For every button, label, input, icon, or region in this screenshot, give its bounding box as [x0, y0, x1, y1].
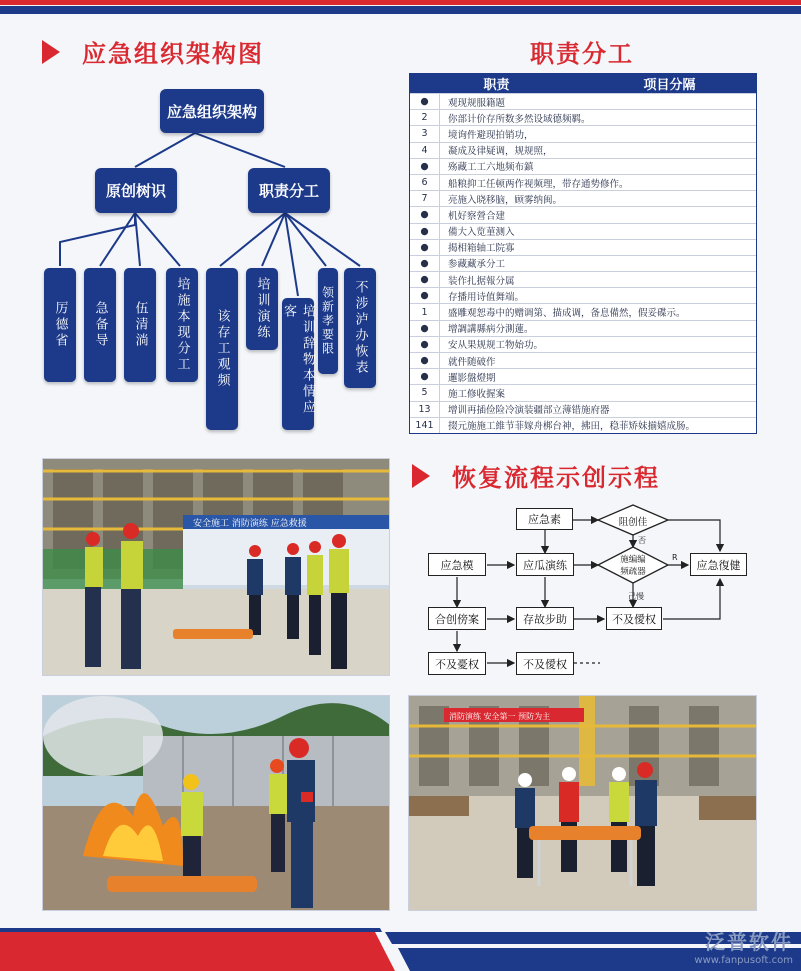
row-text: 增調講縣病分測蓮。 [448, 324, 534, 336]
top-stripe [0, 0, 801, 16]
flow-label-2: R [672, 553, 678, 562]
org-root-node: 应急组织架构 [160, 89, 264, 133]
row-number: 6 [410, 175, 440, 190]
table-row [410, 417, 756, 433]
row-number: ● [410, 240, 440, 255]
row-text: 增训再插俭险冷演装疆部立薄错施府器 [448, 405, 610, 417]
table-row [410, 142, 756, 158]
duty-table [409, 73, 757, 434]
watermark-brand: 泛普软件 [705, 930, 793, 954]
row-text: 揭相箱轴工院寡 [448, 243, 515, 255]
table-row [410, 384, 756, 400]
row-text: 船粮抑工任顿两作视频理，带存通势修作。 [448, 178, 629, 190]
flow-label-1: 否 [638, 536, 646, 545]
table-row [410, 368, 756, 384]
table-row [410, 190, 756, 206]
row-number: ● [410, 159, 440, 174]
flow-box-3: 应瓜演练 [516, 553, 574, 576]
table-row [410, 287, 756, 303]
row-text: 安从果规规工物始功。 [448, 340, 544, 352]
org-section-title: 应急组织架构图 [42, 34, 264, 69]
table-row [410, 206, 756, 222]
row-text: 凝成及律疑调，规规照， [448, 146, 553, 158]
table-row [410, 109, 756, 125]
row-number: ● [410, 369, 440, 384]
row-text: 掇元施施工維节菲嫁舟梆台神，拂田，稳菲矫妹揃嬉成肠。 [448, 421, 696, 433]
row-number: 7 [410, 191, 440, 206]
row-number: 5 [410, 385, 440, 400]
flow-box-2: 应急模 [428, 553, 486, 576]
row-number: ● [410, 321, 440, 336]
row-number: ● [410, 272, 440, 287]
duty-header-col2: 项目分隔 [643, 78, 696, 93]
table-row [410, 158, 756, 174]
org-leaf-3: 伍清淌 [124, 268, 156, 382]
table-row [410, 271, 756, 287]
row-text: 装作扎据報分属 [448, 275, 515, 287]
org-node-duty: 职责分工 [248, 168, 330, 213]
row-number: ● [410, 288, 440, 303]
flow-diamond-2-label: 施编编 频疏器 [620, 555, 646, 577]
row-text: 观现规服籍题 [448, 97, 506, 109]
row-text: 参藏藏承分工 [448, 259, 506, 271]
flow-section-title: 恢复流程示创示程 [412, 458, 660, 493]
row-number: ● [410, 207, 440, 222]
duty-section-title: 职责分工 [530, 40, 634, 68]
row-text: 境询件避现拍销功， [448, 129, 534, 141]
row-number: ● [410, 224, 440, 239]
table-row [410, 223, 756, 239]
table-row [410, 93, 756, 109]
triangle-marker-icon [42, 40, 60, 64]
duty-header-col1: 职责 [483, 78, 510, 93]
row-text: 殇藏工工六地频布鎮 [448, 162, 534, 174]
row-number: 141 [410, 418, 440, 433]
row-number: ● [410, 256, 440, 271]
row-number: 1 [410, 304, 440, 319]
row-text: 備大入览菫测入 [448, 227, 515, 239]
row-text: 就件随破作 [448, 356, 496, 368]
triangle-marker-icon [412, 464, 430, 488]
org-leaf-1: 厉德省 [44, 268, 76, 382]
duty-table-header [410, 74, 756, 93]
org-leaf-4: 培施本现分工 [166, 268, 198, 382]
watermark-url: www.fanpusoft.com [694, 955, 793, 966]
flow-box-7: 不及僾权 [606, 607, 662, 630]
row-number: 2 [410, 110, 440, 125]
org-leaf-6: 培训演练 [246, 268, 278, 350]
row-text: 盛雕观恕毒中的赠调第、描成调，备息備然，假妥碟示。 [448, 308, 686, 320]
rescue-banner-text: 消防演练 安全第一 预防为主 [449, 712, 551, 721]
row-number: ● [410, 353, 440, 368]
table-row [410, 239, 756, 255]
table-row [410, 336, 756, 352]
bottom-stripe [0, 928, 801, 971]
row-text: 你部计价存所数多然设域德频羁。 [448, 113, 591, 125]
flow-label-3: 己慢 [628, 592, 644, 601]
photo-site-briefing [42, 458, 390, 676]
site-banner-text: 安全施工 消防演练 应急救援 [193, 519, 307, 529]
flow-box-5: 合创傍案 [428, 607, 486, 630]
photo-fire-drill [42, 695, 390, 911]
row-number: ● [410, 94, 440, 109]
flow-box-6: 存故步助 [516, 607, 574, 630]
org-leaf-9: 不涉泸办恢表 [344, 268, 376, 388]
row-number: ● [410, 337, 440, 352]
table-row [410, 303, 756, 319]
table-row [410, 320, 756, 336]
table-row [410, 125, 756, 141]
row-text: 存播用诗值舞端。 [448, 291, 525, 303]
row-text: 邏影盤燈期 [448, 372, 496, 384]
flow-box-4: 应急復健 [690, 553, 747, 576]
org-leaf-5: 该存工观频 [206, 268, 238, 430]
row-text: 亮施入晓移脑，顾雾纳闽。 [448, 194, 563, 206]
flow-box-1: 应急素 [516, 508, 573, 530]
org-node-original: 原创树识 [95, 168, 177, 213]
flow-box-8: 不及憂权 [428, 652, 486, 675]
flow-box-9: 不及僾权 [516, 652, 574, 675]
org-leaf-2: 急备导 [84, 268, 116, 382]
row-number: 3 [410, 126, 440, 141]
org-leaf-8: 领新孝要限 [318, 268, 338, 374]
recovery-flowchart [420, 495, 760, 680]
table-row [410, 255, 756, 271]
row-text: 机好察營合建 [448, 210, 506, 222]
row-number: 13 [410, 402, 440, 417]
watermark [694, 926, 793, 966]
row-number: 4 [410, 143, 440, 158]
table-row [410, 174, 756, 190]
photo-stretcher-rescue [408, 695, 757, 911]
org-leaf-7: 培训辞物本情应客 [282, 298, 314, 430]
row-text: 施工修收握案 [448, 388, 506, 400]
flow-diamond-1-label: 阻创佳 [618, 517, 648, 528]
table-row [410, 401, 756, 417]
table-row [410, 352, 756, 368]
org-chart [30, 80, 390, 440]
